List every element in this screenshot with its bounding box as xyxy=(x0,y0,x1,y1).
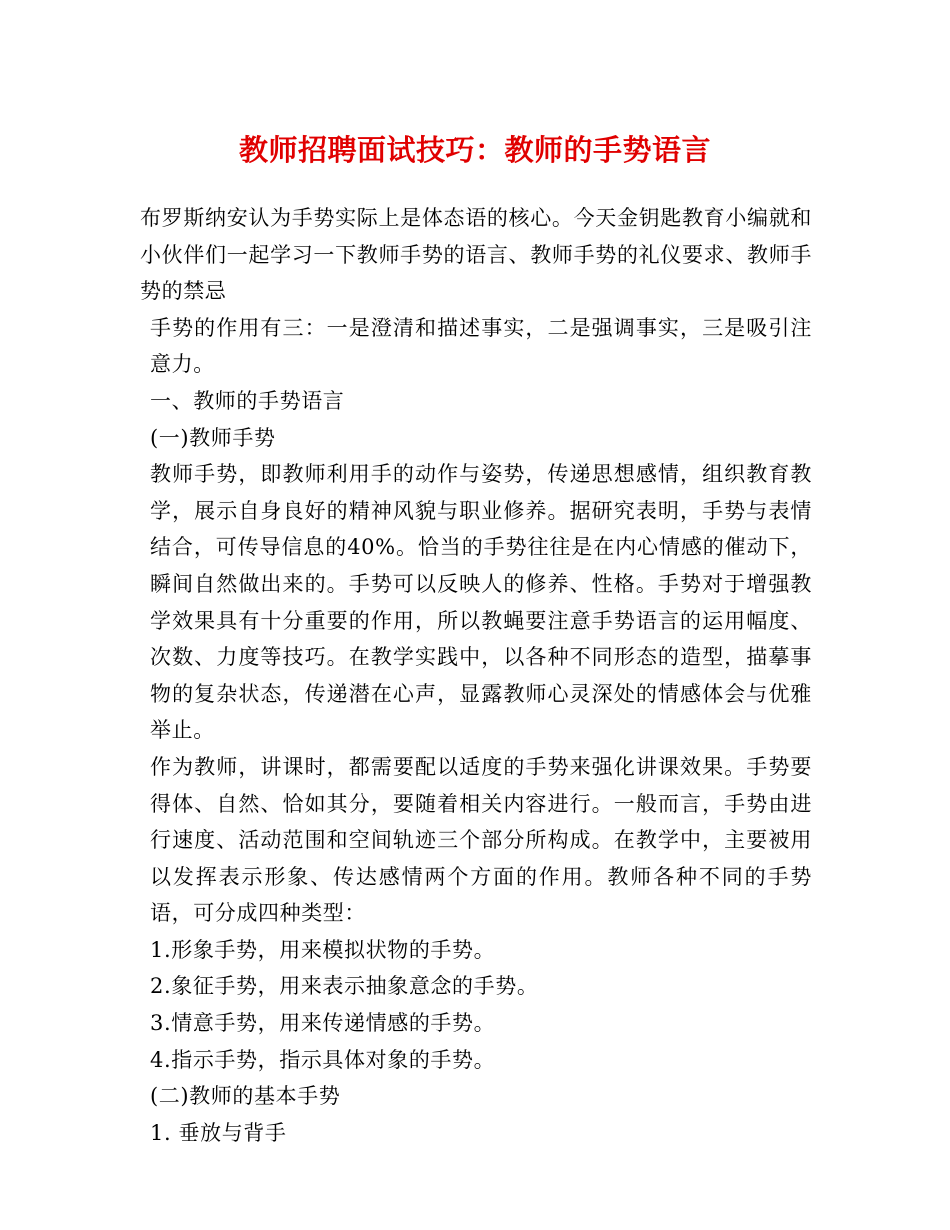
list-item-3: 3.情意手势，用来传递情感的手势。 xyxy=(150,1011,496,1036)
paragraph-teacher-gestures: 教师手势，即教师利用手的动作与姿势，传递思想感情，组织教育教学，展示自身良好的精神风貌与职业修养。据研究表明，手势与表情结合，可传导信息的40%。恰当的手势往往是在内心情感的催动下，瞬间自然做出来的。手势可以反映人的修养、性格。手势对于增强教学效果具有十分重要的作用，所以教蝇要注意手势语言的运用幅度、次数、力度等技巧。在教学实践中，以各种不同形态的造型，描摹事物的复杂状态，传递潜在心声，显露教师心灵深处的情感体会与优雅举止。 xyxy=(150,462,812,743)
list-item-2: 2.象征手势，用来表示抽象意念的手势。 xyxy=(150,974,539,999)
subsection-heading-2: (二)教师的基本手势 xyxy=(150,1084,341,1109)
paragraph-gesture-functions: 手势的作用有三：一是澄清和描述事实，二是强调事实，三是吸引注意力。 xyxy=(150,315,812,377)
document-title: 教师招聘面试技巧：教师的手势语言 xyxy=(238,133,711,167)
document-body xyxy=(140,200,812,1151)
paragraph-intro: 布罗斯纳安认为手势实际上是体态语的核心。今天金钥匙教育小编就和小伙伴们一起学习一下教师手势的语言、教师手势的礼仪要求、教师手势的禁忌 xyxy=(140,206,812,304)
paragraph-gesture-types: 作为教师，讲课时，都需要配以适度的手势来强化讲课效果。手势要得体、自然、恰如其分，要随着相关内容进行。一般而言，手势由进行速度、活动范围和空间轨迹三个部分所构成。在教学中，主要被用以发挥表示形象、传达感情两个方面的作用。教师各种不同的手势语，可分成四种类型： xyxy=(150,754,812,926)
section-heading-1: 一、教师的手势语言 xyxy=(150,388,345,413)
list-item-4: 4.指示手势，指示具体对象的手势。 xyxy=(150,1047,496,1072)
subsection-heading-1: (一)教师手势 xyxy=(150,425,276,450)
list-item-basic-1: 1. 垂放与背手 xyxy=(150,1120,287,1145)
list-item-1: 1.形象手势，用来模拟状物的手势。 xyxy=(150,937,496,962)
